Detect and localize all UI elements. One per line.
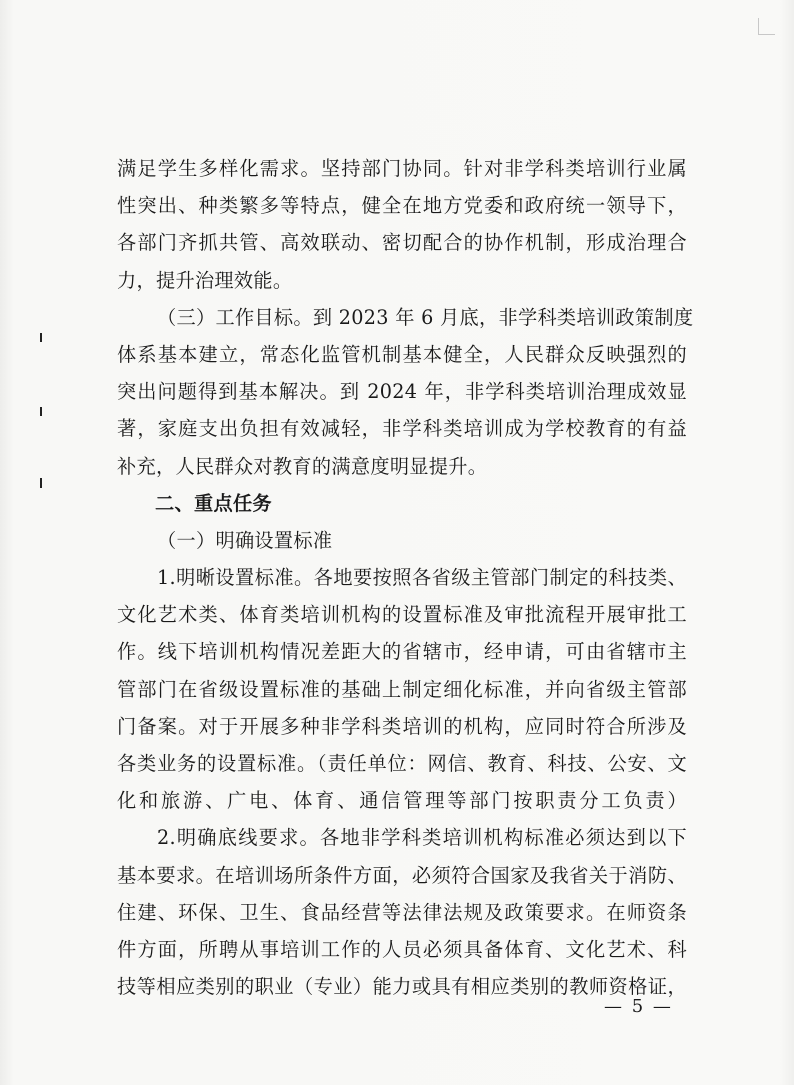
text-line: 门备案。对于开展多种非学科类培训的机构，应同时符合所涉及 [117,714,687,738]
text-line: 件方面，所聘从事培训工作的人员必须具备体育、文化艺术、科 [117,937,687,961]
body-text [117,150,694,1005]
text-line: 作。线下培训机构情况差距大的省辖市，经申请，可由省辖市主 [117,640,687,664]
scan-mark [40,478,42,488]
text-line: 1.明晰设置标准。各地要按照各省级主管部门制定的科技类、 [157,566,687,590]
text-line: 各类业务的设置标准。（责任单位：网信、教育、科技、公安、文 [117,752,687,775]
text-line: 2.明确底线要求。各地非学科类培训机构标准必须达到以下 [157,826,687,850]
subsection-heading: （一）明确设置标准 [157,528,333,552]
text-line: 著，家庭支出负担有效减轻，非学科类培训成为学校教育的有益 [117,417,687,441]
text-line: （三）工作目标。到 2023 年 6 月底，非学科类培训政策制度 [157,305,694,329]
scan-mark [40,407,42,416]
text-line: 化和旅游、广电、体育、通信管理等部门按职责分工负责） [117,789,687,813]
text-line: 力，提升治理效能。 [117,268,293,292]
text-line: 突出问题得到基本解决。到 2024 年，非学科类培训治理成效显 [117,380,687,404]
text-line: 基本要求。在培训场所条件方面，必须符合国家及我省关于消防、 [117,863,687,887]
text-line: 体系基本建立，常态化监管机制基本健全，人民群众反映强烈的 [117,342,687,366]
text-line: 各部门齐抓共管、高效联动、密切配合的协作机制，形成治理合 [117,231,687,255]
scan-mark [40,333,42,342]
scan-corner-mark [758,18,775,35]
page-number: — 5 — [604,996,673,1017]
text-line: 技等相应类别的职业（专业）能力或具有相应类别的教师资格证， [117,975,687,999]
text-line: 住建、环保、卫生、食品经营等法律法规及政策要求。在师资条 [117,900,687,924]
section-heading: 二、重点任务 [155,491,272,515]
text-line: 管部门在省级设置标准的基础上制定细化标准，并向省级主管部 [117,677,687,701]
text-line: 补充，人民群众对教育的满意度明显提升。 [117,454,488,478]
text-line: 满足学生多样化需求。坚持部门协同。针对非学科类培训行业属 [117,157,687,180]
text-line: 文化艺术类、体育类培训机构的设置标准及审批流程开展审批工 [117,603,687,627]
text-line: 性突出、种类繁多等特点，健全在地方党委和政府统一领导下， [117,194,687,218]
